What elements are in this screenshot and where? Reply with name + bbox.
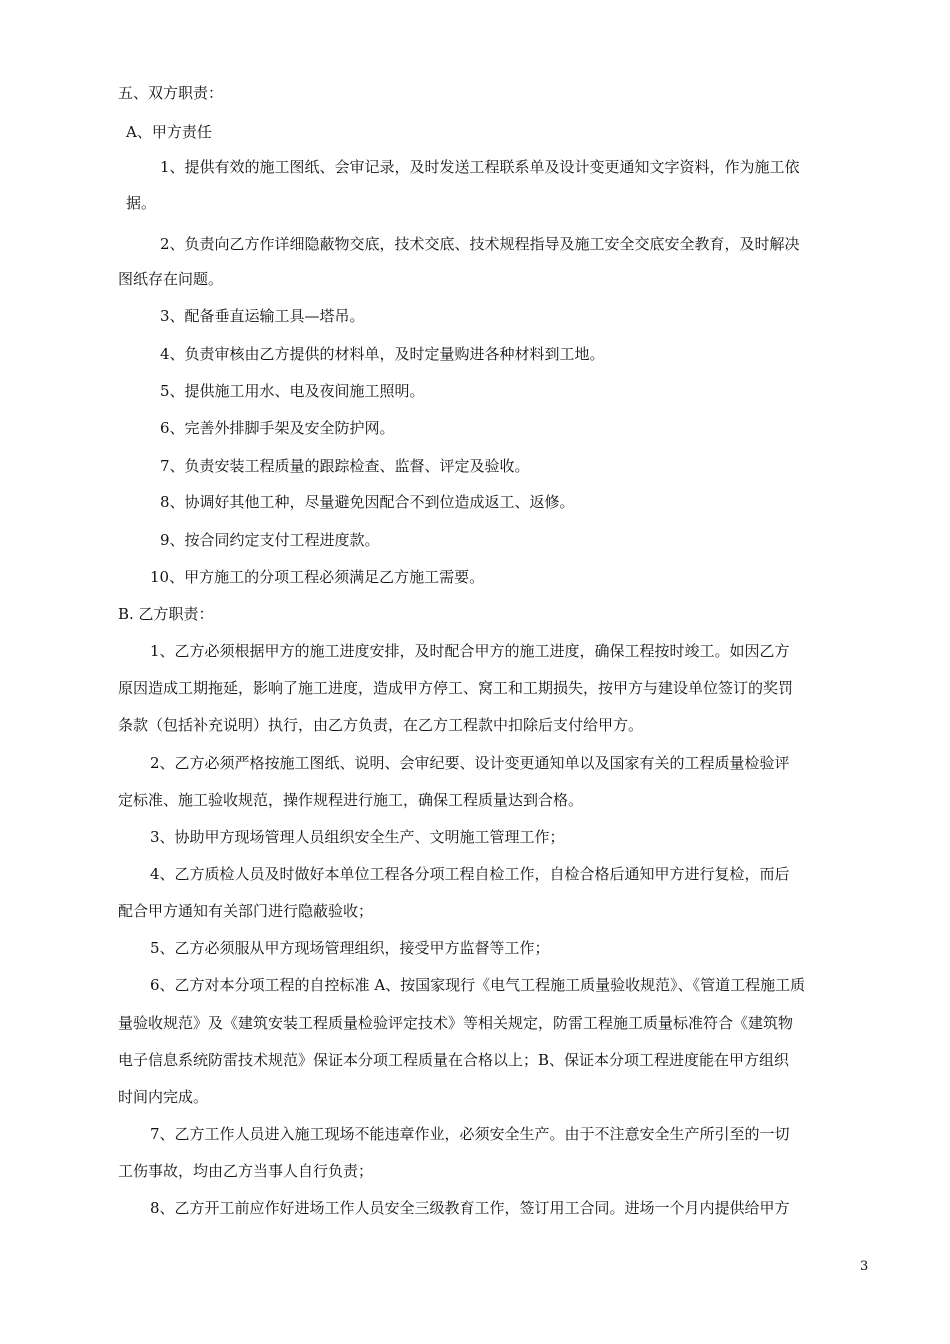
paragraph-line: 2、乙方必须严格按施工图纸、说明、会审纪要、设计变更通知单以及国家有关的工程质量检验评 bbox=[150, 754, 790, 772]
paragraph-line: 3、配备垂直运输工具—塔吊。 bbox=[160, 307, 365, 325]
paragraph-line: 7、负责安装工程质量的跟踪检查、监督、评定及验收。 bbox=[160, 457, 530, 475]
paragraph-line: 图纸存在问题。 bbox=[118, 270, 224, 288]
paragraph-line: 6、乙方对本分项工程的自控标准 A、按国家现行《电气工程施工质量验收规范》、《管道工程施工质 bbox=[150, 976, 806, 994]
subsection-heading-b: B. 乙方职责： bbox=[118, 605, 214, 623]
paragraph-line: 5、提供施工用水、电及夜间施工照明。 bbox=[160, 382, 425, 400]
paragraph-line: 6、完善外排脚手架及安全防护网。 bbox=[160, 419, 395, 437]
paragraph-line: 原因造成工期拖延，影响了施工进度，造成甲方停工、窝工和工期损失，按甲方与建设单位签订的奖罚 bbox=[118, 679, 794, 697]
paragraph-line: 电子信息系统防雷技术规范》保证本分项工程质量在合格以上；B、保证本分项工程进度能在甲方组织 bbox=[118, 1051, 790, 1069]
paragraph-line: 4、负责审核由乙方提供的材料单，及时定量购进各种材料到工地。 bbox=[160, 345, 605, 363]
paragraph-line: 7、乙方工作人员进入施工现场不能违章作业，必须安全生产。由于不注意安全生产所引至的一切 bbox=[150, 1125, 790, 1143]
paragraph-line: 定标准、施工验收规范，操作规程进行施工，确保工程质量达到合格。 bbox=[118, 791, 584, 809]
paragraph-line: 配合甲方通知有关部门进行隐蔽验收； bbox=[118, 902, 374, 920]
subsection-heading-a: A、甲方责任 bbox=[126, 123, 212, 141]
paragraph-line: 据。 bbox=[126, 194, 157, 212]
paragraph-line: 8、协调好其他工种，尽量避免因配合不到位造成返工、返修。 bbox=[160, 493, 575, 511]
paragraph-line: 量验收规范》及《建筑安装工程质量检验评定技术》等相关规定，防雷工程施工质量标准符合《建筑物 bbox=[118, 1014, 794, 1032]
paragraph-line: 条款（包括补充说明）执行，由乙方负责，在乙方工程款中扣除后支付给甲方。 bbox=[118, 716, 644, 734]
paragraph-line: 8、乙方开工前应作好进场工作人员安全三级教育工作，签订用工合同。进场一个月内提供给甲方 bbox=[150, 1199, 790, 1217]
paragraph-line: 工伤事故，均由乙方当事人自行负责； bbox=[118, 1162, 374, 1180]
paragraph-line: 4、乙方质检人员及时做好本单位工程各分项工程自检工作，自检合格后通知甲方进行复检，而后 bbox=[150, 865, 790, 883]
paragraph-line: 5、乙方必须服从甲方现场管理组织，接受甲方监督等工作； bbox=[150, 939, 550, 957]
paragraph-line: 9、按合同约定支付工程进度款。 bbox=[160, 531, 380, 549]
paragraph-line: 时间内完成。 bbox=[118, 1088, 209, 1106]
section-heading: 五、双方职责： bbox=[118, 84, 224, 102]
paragraph-line: 2、负责向乙方作详细隐蔽物交底，技术交底、技术规程指导及施工安全交底安全教育，及时解决 bbox=[160, 235, 800, 253]
paragraph-line: 10、甲方施工的分项工程必须满足乙方施工需要。 bbox=[150, 568, 485, 586]
paragraph-line: 3、协助甲方现场管理人员组织安全生产、文明施工管理工作； bbox=[150, 828, 565, 846]
paragraph-line: 1、乙方必须根据甲方的施工进度安排，及时配合甲方的施工进度，确保工程按时竣工。如因乙方 bbox=[150, 642, 790, 660]
paragraph-line: 1、提供有效的施工图纸、会审记录，及时发送工程联系单及设计变更通知文字资料，作为施工依 bbox=[160, 158, 800, 176]
page-number: 3 bbox=[860, 1259, 869, 1274]
